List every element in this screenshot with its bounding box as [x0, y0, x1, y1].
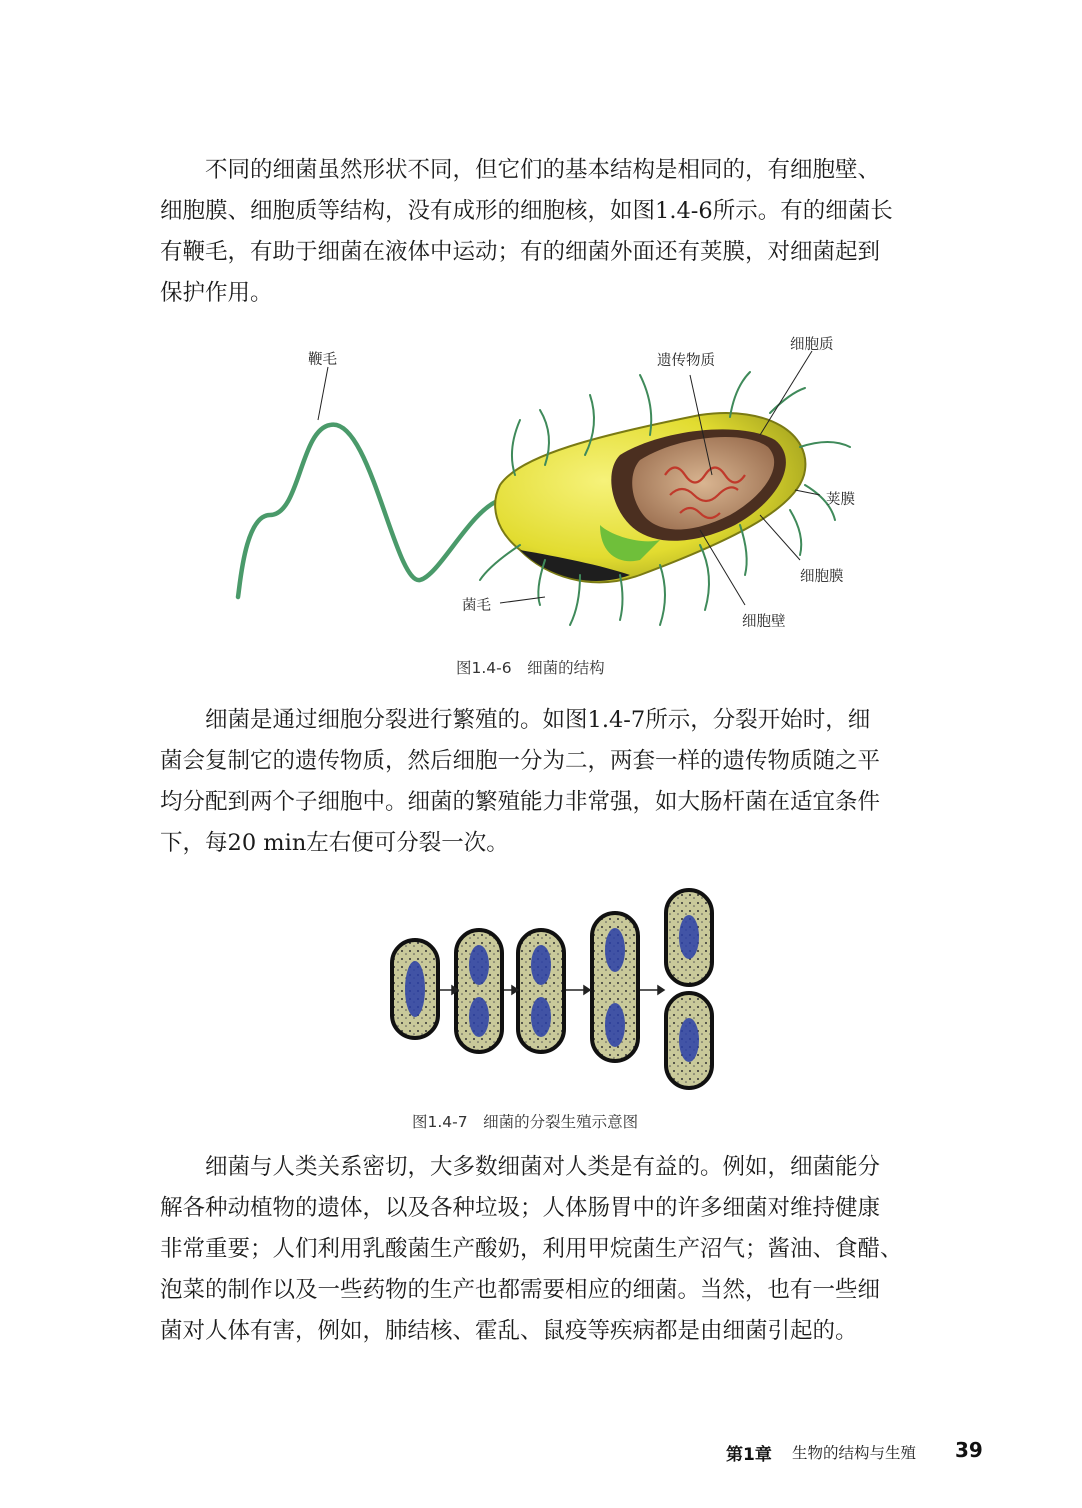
page-number: 39: [955, 1438, 983, 1462]
flagellum-shape: [238, 425, 500, 597]
p2-line-2: 菌会复制它的遗传物质，然后细胞一分为二，两套一样的遗传物质随之平: [160, 748, 881, 774]
label-pili: 菌毛: [462, 598, 491, 614]
p2-line-1: 细菌是通过细胞分裂进行繁殖的。如图1.4-7所示，分裂开始时，细: [205, 707, 871, 733]
p3-line-4: 泡菜的制作以及一些药物的生产也都需要相应的细菌。当然，也有一些细: [160, 1277, 881, 1303]
p2-line-4: 下，每20 min左右便可分裂一次。: [160, 830, 509, 856]
p1-line-2: 细胞膜、细胞质等结构，没有成形的细胞核，如图1.4-6所示。有的细菌长: [160, 198, 893, 224]
bacteria-fission-figure: [0, 885, 1082, 1105]
chapter-number: 第1章: [726, 1445, 772, 1465]
paragraph-1: [160, 150, 942, 314]
label-capsule: 荚膜: [826, 492, 855, 508]
chapter-title: 生物的结构与生殖: [792, 1444, 917, 1462]
p1-line-4: 保护作用。: [160, 280, 273, 306]
label-genetic-material: 遗传物质: [657, 353, 715, 369]
p3-line-1: 细菌与人类关系密切，大多数细菌对人类是有益的。例如，细菌能分: [205, 1154, 881, 1180]
label-flagellum: 鞭毛: [308, 352, 337, 368]
label-cell-membrane: 细胞膜: [800, 569, 844, 585]
p3-line-3: 非常重要；人们利用乳酸菌生产酸奶，利用甲烷菌生产沼气；酱油、食醋、: [160, 1236, 903, 1262]
page-footer: [0, 1440, 1082, 1470]
p1-line-1: 不同的细菌虽然形状不同，但它们的基本结构是相同的，有细胞壁、: [205, 157, 881, 183]
p1-line-3: 有鞭毛，有助于细菌在液体中运动；有的细菌外面还有荚膜，对细菌起到: [160, 239, 881, 265]
p2-line-3: 均分配到两个子细胞中。细菌的繁殖能力非常强，如大肠杆菌在适宜条件: [160, 789, 881, 815]
bacteria-structure-figure: [0, 335, 1082, 635]
figure2-caption: 图1.4-7 细菌的分裂生殖示意图: [412, 1113, 639, 1131]
paragraph-3: [160, 1147, 942, 1352]
label-cell-wall: 细胞壁: [742, 614, 786, 630]
paragraph-2: [160, 700, 942, 864]
p3-line-5: 菌对人体有害，例如，肺结核、霍乱、鼠疫等疾病都是由细菌引起的。: [160, 1318, 858, 1344]
p3-line-2: 解各种动植物的遗体，以及各种垃圾；人体肠胃中的许多细菌对维持健康: [160, 1195, 881, 1221]
label-cytoplasm: 细胞质: [790, 337, 834, 353]
figure1-caption: 图1.4-6 细菌的结构: [456, 659, 605, 677]
